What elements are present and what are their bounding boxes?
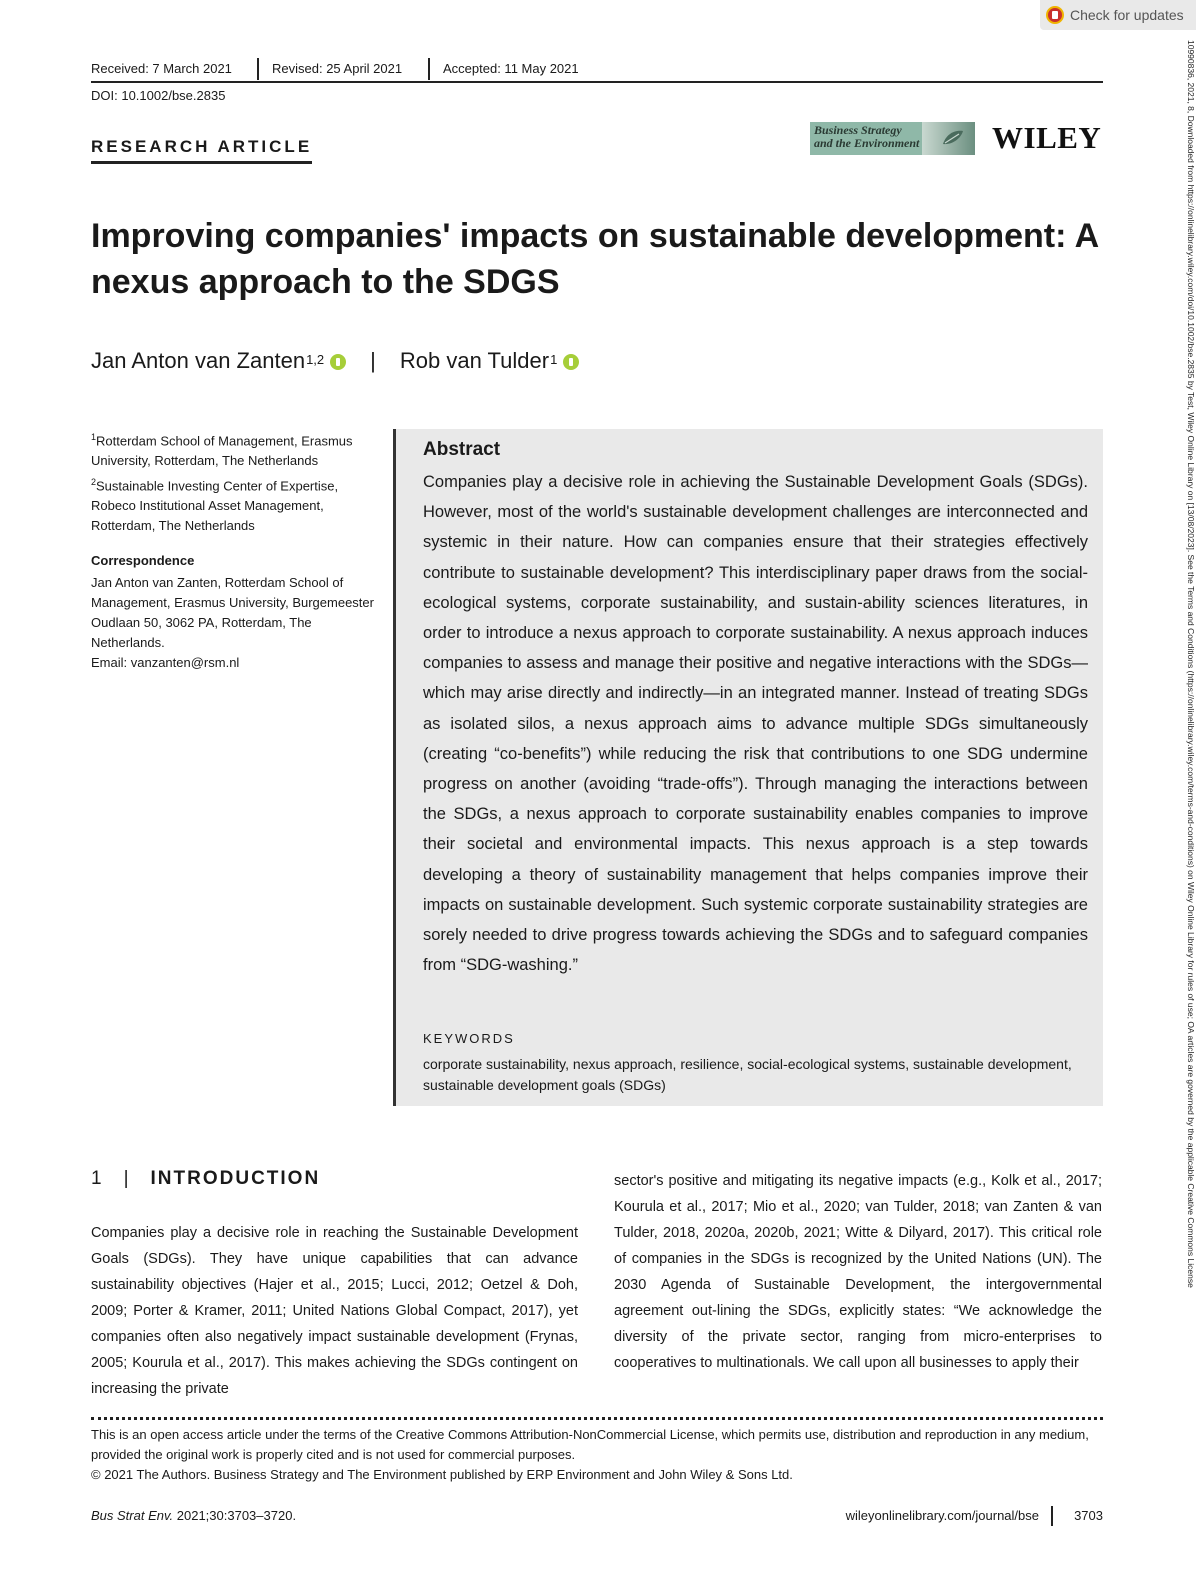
page-number: 3703	[1074, 1508, 1103, 1523]
revised-date: Revised: 25 April 2021	[272, 61, 403, 76]
author-affiliation-sup: 1	[550, 351, 558, 367]
section-separator: |	[123, 1168, 131, 1189]
affiliation-text: Sustainable Investing Center of Expertise, Robeco Institutional Asset Management, Rotterdam, The Netherlands	[91, 478, 339, 534]
license-text: This is an open access article under the terms of the Creative Commons Attribution-NonCommercial License, which permits use, distribution and reproduction in any medium, provided the original work is properly cited and is not used for commercial purposes.	[91, 1427, 1089, 1462]
footer-separator	[1051, 1506, 1053, 1526]
download-notice: 10990836, 2021, 8, Downloaded from https://onlinelibrary.wiley.com/doi/10.1002/bse.2835 by Test, Wiley Online Library on [13/08/2023]. See the Terms and Conditions (https://onlinelibrary.wiley.com/terms-and-conditions) on Wiley Online Library for rules of use; OA articles are governed by the applicable Creative Commons License	[1186, 40, 1196, 1288]
orcid-icon[interactable]	[330, 354, 346, 370]
author-name[interactable]: Jan Anton van Zanten	[91, 348, 306, 373]
wiley-logo[interactable]: WILEY	[992, 120, 1102, 155]
intro-text-left: Companies play a decisive role in reaching the Sustainable Development Goals (SDGs). They have unique capabilities that can advance sustainability objectives (Hajer et al., 2015; Lucci, 2012; Oetzel & Doh, 2009; Porter & Kramer, 2011; United Nations Global Compact, 2017), yet companies often also negatively impact sustainable development (Frynas, 2005; Kourula et al., 2017). This makes achieving the SDGs contingent on increasing the private	[91, 1225, 578, 1397]
intro-text-right: sector's positive and mitigating its negative impacts (e.g., Kolk et al., 2017; Kourula et al., 2017; Mio et al., 2020; van Tulder, 2018; van Zanten & van Tulder, 2018, 2020a, 2020b, 2021; Witte & Dilyard, 2017). This critical role of companies in the SDGs is recognized by the United Nations (UN). The 2030 Agenda of Sustainable Development, the intergovernmental agreement out-lining the SDGs, explicitly states: “We acknowledge the diversity of the private sector, ranging from micro-enterprises to cooperatives to multinationals. We call upon all businesses to apply their	[614, 1173, 1102, 1371]
abstract-text: Companies play a decisive role in achieving the Sustainable Development Goals (SDGs). However, most of the world's sustainable development challenges are interconnected and systemic in their nature. How can companies ensure that their strategies effectively contribute to sustainable development? This interdisciplinary paper draws from the social-ecological systems, corporate sustainability, and sustain-ability sciences literatures, in order to introduce a nexus approach to corporate sustainability. A nexus approach induces companies to assess and manage their positive and negative interactions with the SDGs—which may arise directly and indirectly—in an integrated manner. Instead of treating SDGs as isolated silos, a nexus approach aims to advance multiple SDGs simultaneously (creating “co-benefits”) while reducing the risk that contributions to one SDG undermine progress on another (avoiding “trade-offs”). Through managing the interactions between the SDGs, a nexus approach to corporate sustainability enables companies to improve their societal and environmental impacts. This nexus approach is a step towards developing a theory of sustainability management that helps companies improve their impacts on sustainable development. Such systemic corporate sustainability strategies are sorely needed to drive progress towards achieving the SDGs and to safeguard companies from “SDG-washing.”	[423, 473, 1088, 975]
correspondence-body	[91, 573, 376, 673]
license-notice	[91, 1425, 1103, 1485]
orcid-icon[interactable]	[563, 354, 579, 370]
journal-logo[interactable]	[810, 122, 975, 155]
leaf-icon	[941, 128, 965, 148]
author-list	[91, 348, 579, 374]
received-date: Received: 7 March 2021	[91, 61, 232, 76]
abstract-heading: Abstract	[423, 439, 501, 460]
section-number: 1	[91, 1168, 102, 1189]
correspondence-heading: Correspondence	[91, 553, 195, 568]
bookmark-icon	[1046, 6, 1064, 24]
section-heading	[91, 1168, 320, 1190]
author-name[interactable]: Rob van Tulder	[399, 348, 550, 373]
affiliation	[91, 472, 376, 536]
date-separator	[257, 58, 259, 80]
author-affiliation-sup: 1,2	[306, 351, 325, 367]
copyright-text: © 2021 The Authors. Business Strategy and The Environment published by ERP Environment and John Wiley & Sons Ltd.	[91, 1467, 793, 1482]
footer-divider	[91, 1417, 1103, 1420]
header-rule	[91, 81, 1103, 83]
check-for-updates-button[interactable]	[1040, 0, 1196, 30]
citation	[91, 1508, 296, 1523]
journal-logo-line1: Business Strategy	[814, 123, 902, 137]
affiliation-number: 2	[91, 477, 97, 487]
citation-pages: 2021;30:3703–3720.	[176, 1508, 297, 1523]
keywords-text: corporate sustainability, nexus approach, resilience, social-ecological systems, sustainable development, sustainable development goals (SDGs)	[423, 1056, 1072, 1093]
affiliation	[91, 427, 376, 471]
check-for-updates-label: Check for updates	[1070, 7, 1184, 23]
accepted-date: Accepted: 11 May 2021	[443, 61, 579, 76]
article-dates	[91, 58, 1103, 82]
abstract-box	[393, 429, 1103, 1106]
page-footer	[91, 1506, 1103, 1526]
keywords-heading: KEYWORDS	[423, 1031, 515, 1046]
article-type: RESEARCH ARTICLE	[91, 137, 312, 164]
affiliation-text: Rotterdam School of Management, Erasmus University, Rotterdam, The Netherlands	[91, 433, 353, 469]
doi[interactable]: DOI: 10.1002/bse.2835	[91, 88, 226, 103]
author-separator: |	[370, 348, 376, 373]
journal-url-link[interactable]: wileyonlinelibrary.com/journal/bse	[845, 1508, 1039, 1523]
affiliation-number: 1	[91, 432, 97, 442]
date-separator	[428, 58, 430, 80]
section-title: INTRODUCTION	[150, 1168, 321, 1189]
correspondence-address: Jan Anton van Zanten, Rotterdam School of Management, Erasmus University, Burgemeester Oudlaan 50, 3062 PA, Rotterdam, The Netherlands.	[91, 575, 374, 650]
citation-journal: Bus Strat Env.	[91, 1508, 174, 1523]
journal-logo-line2: and the Environment	[814, 136, 920, 150]
article-title: Improving companies' impacts on sustainable development: A nexus approach to the SDGS	[91, 217, 1098, 301]
correspondence-email[interactable]: Email: vanzanten@rsm.nl	[91, 655, 240, 670]
